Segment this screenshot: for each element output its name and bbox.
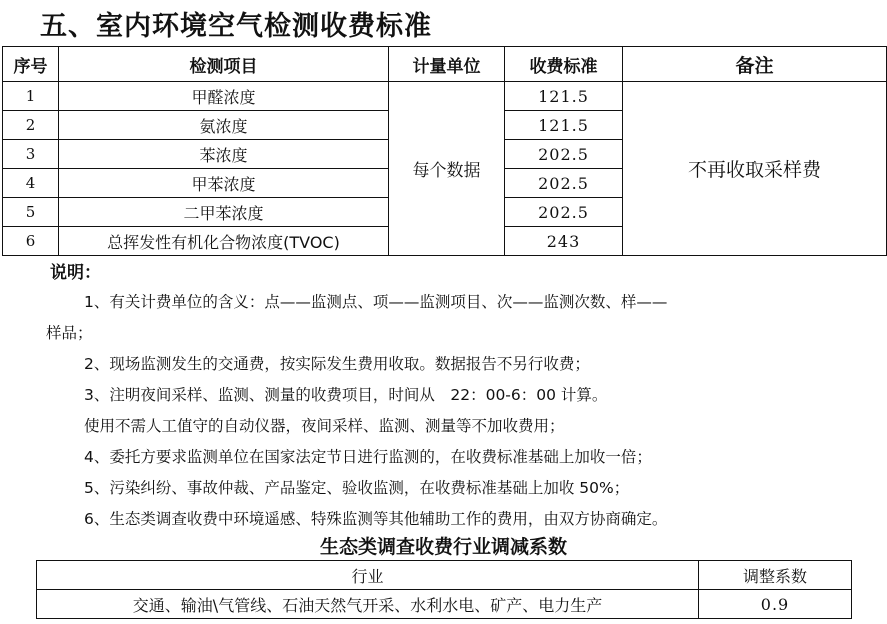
row-fee: 121.5 — [505, 82, 623, 111]
header-item: 检测项目 — [59, 47, 389, 82]
note-3: 3、注明夜间采样、监测、测量的收费项目，时间从 22：00-6：00 计算。 — [84, 386, 608, 404]
note-1-continued: 样品； — [46, 324, 93, 342]
industry-cell: 交通、输油\气管线、石油天然气开采、水利水电、矿产、电力生产 — [37, 590, 699, 619]
row-fee: 202.5 — [505, 140, 623, 169]
fee-table-header-row — [3, 47, 887, 82]
remark-cell: 不再收取采样费 — [623, 82, 887, 256]
row-no: 1 — [3, 82, 59, 111]
header-fee: 收费标准 — [505, 47, 623, 82]
header-no: 序号 — [3, 47, 59, 82]
row-item: 苯浓度 — [59, 140, 389, 169]
row-fee: 202.5 — [505, 169, 623, 198]
unit-cell: 每个数据 — [389, 82, 505, 256]
page-title: 五、室内环境空气检测收费标准 — [40, 11, 432, 42]
note-3-continued: 使用不需人工值守的自动仪器，夜间采样、监测、测量等不加收费用； — [84, 417, 565, 435]
notes-heading: 说明： — [50, 263, 101, 283]
row-no: 6 — [3, 227, 59, 256]
note-2: 2、现场监测发生的交通费，按实际发生费用收取。数据报告不另行收费； — [84, 355, 590, 373]
row-fee: 121.5 — [505, 111, 623, 140]
adjustment-title: 生态类调查收费行业调减系数 — [319, 536, 567, 558]
row-item: 甲苯浓度 — [59, 169, 389, 198]
row-no: 5 — [3, 198, 59, 227]
note-1: 1、有关计费单位的含义：点——监测点、项——监测项目、次——监测次数、样—— — [84, 293, 668, 311]
note-6: 6、生态类调查收费中环境遥感、特殊监测等其他辅助工作的费用，由双方协商确定。 — [84, 510, 668, 528]
table-row — [37, 590, 852, 619]
note-4: 4、委托方要求监测单位在国家法定节日进行监测的，在收费标准基础上加收一倍； — [84, 448, 652, 466]
header-coefficient: 调整系数 — [699, 561, 852, 590]
table-row — [3, 82, 887, 111]
row-no: 3 — [3, 140, 59, 169]
row-item: 甲醛浓度 — [59, 82, 389, 111]
row-no: 2 — [3, 111, 59, 140]
note-5: 5、污染纠纷、事故仲裁、产品鉴定、验收监测，在收费标准基础上加收 50%； — [84, 479, 630, 497]
fee-table — [2, 46, 887, 256]
coefficient-cell: 0.9 — [699, 590, 852, 619]
row-item: 总挥发性有机化合物浓度(TVOC) — [59, 227, 389, 256]
row-item: 氨浓度 — [59, 111, 389, 140]
adjustment-header-row — [37, 561, 852, 590]
row-fee: 243 — [505, 227, 623, 256]
row-item: 二甲苯浓度 — [59, 198, 389, 227]
row-fee: 202.5 — [505, 198, 623, 227]
header-industry: 行业 — [37, 561, 699, 590]
header-remark: 备注 — [623, 47, 887, 82]
header-unit: 计量单位 — [389, 47, 505, 82]
row-no: 4 — [3, 169, 59, 198]
adjustment-table — [36, 560, 852, 619]
